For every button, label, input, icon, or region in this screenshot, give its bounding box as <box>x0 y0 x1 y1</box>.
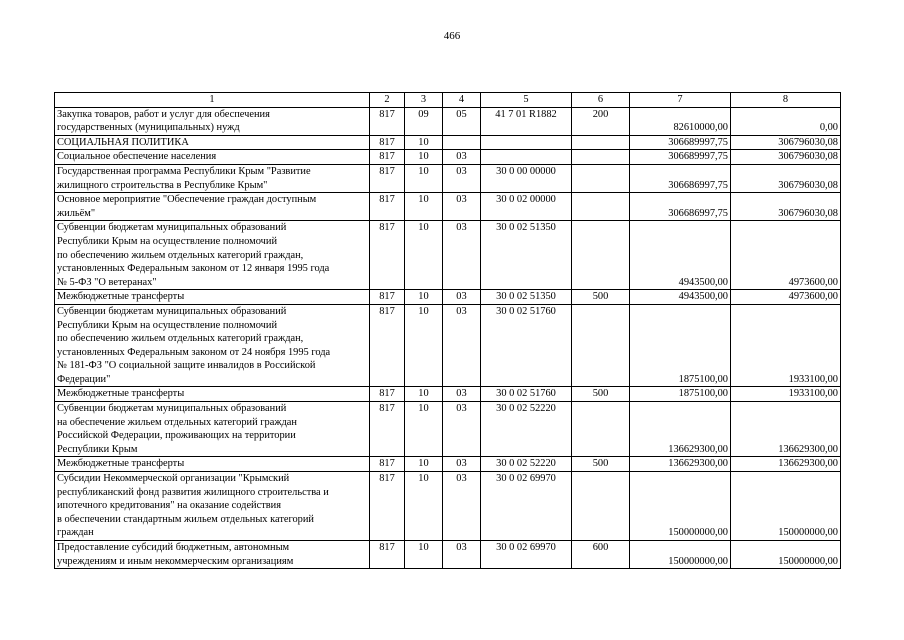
row-name-line: жилищного строительства в Республике Крым" <box>57 179 268 191</box>
target-article-cell: 30 0 02 51760 <box>481 387 572 402</box>
expense-type-cell <box>572 221 630 290</box>
row-name-line: Субвенции бюджетам муниципальных образований <box>57 305 287 317</box>
row-name-line: на обеспечение жильем отдельных категорий граждан <box>57 416 297 428</box>
ministry-code-cell: 817 <box>370 290 405 305</box>
amount-year-1-cell: 150000000,00 <box>630 472 731 541</box>
expense-type-cell <box>572 472 630 541</box>
target-article-cell: 30 0 02 69970 <box>481 472 572 541</box>
header-cell: 8 <box>731 93 841 108</box>
amount-year-1-cell: 1875100,00 <box>630 304 731 387</box>
section-code-cell: 10 <box>405 164 443 192</box>
row-name-line: СОЦИАЛЬНАЯ ПОЛИТИКА <box>57 136 189 148</box>
subsection-code-cell: 03 <box>443 193 481 221</box>
table-row <box>55 304 841 387</box>
amount-year-2-cell: 1933100,00 <box>731 387 841 402</box>
amount-year-1-cell: 82610000,00 <box>630 107 731 135</box>
amount-year-1-cell: 306689997,75 <box>630 135 731 150</box>
row-name-line: № 181-ФЗ "О социальной защите инвалидов в Российской <box>57 360 316 372</box>
row-name-cell <box>55 290 370 305</box>
ministry-code-cell: 817 <box>370 541 405 569</box>
expense-type-cell <box>572 164 630 192</box>
row-name-cell <box>55 472 370 541</box>
amount-year-2-cell: 306796030,08 <box>731 193 841 221</box>
row-name-cell <box>55 221 370 290</box>
row-name-line: ипотечного кредитования" на оказание содействия <box>57 500 282 512</box>
target-article-cell <box>481 150 572 165</box>
section-code-cell: 10 <box>405 402 443 457</box>
subsection-code-cell: 03 <box>443 304 481 387</box>
amount-year-1-cell: 1875100,00 <box>630 387 731 402</box>
expense-type-cell: 500 <box>572 290 630 305</box>
target-article-cell: 41 7 01 R1882 <box>481 107 572 135</box>
expense-type-cell: 500 <box>572 457 630 472</box>
section-code-cell: 10 <box>405 221 443 290</box>
amount-year-1-cell: 306686997,75 <box>630 193 731 221</box>
table-row <box>55 135 841 150</box>
target-article-cell: 30 0 02 52220 <box>481 457 572 472</box>
row-name-line: Российской Федерации, проживающих на территории <box>57 430 296 442</box>
amount-year-1-cell: 306689997,75 <box>630 150 731 165</box>
header-cell: 5 <box>481 93 572 108</box>
header-cell: 3 <box>405 93 443 108</box>
subsection-code-cell <box>443 135 481 150</box>
page-number: 466 <box>443 30 461 42</box>
row-name-cell <box>55 193 370 221</box>
expense-type-cell: 200 <box>572 107 630 135</box>
ministry-code-cell: 817 <box>370 107 405 135</box>
table-row <box>55 457 841 472</box>
target-article-cell: 30 0 02 69970 <box>481 541 572 569</box>
row-name-line: Субвенции бюджетам муниципальных образований <box>57 403 287 415</box>
section-code-cell: 10 <box>405 457 443 472</box>
table-row <box>55 221 841 290</box>
ministry-code-cell: 817 <box>370 193 405 221</box>
amount-year-1-cell: 150000000,00 <box>630 541 731 569</box>
header-cell: 6 <box>572 93 630 108</box>
target-article-cell: 30 0 02 52220 <box>481 402 572 457</box>
row-name-line: Федерации" <box>57 373 111 385</box>
target-article-cell <box>481 135 572 150</box>
row-name-line: Субвенции бюджетам муниципальных образований <box>57 222 287 234</box>
subsection-code-cell: 03 <box>443 472 481 541</box>
header-cell: 4 <box>443 93 481 108</box>
expense-type-cell: 500 <box>572 387 630 402</box>
row-name-line: установленных Федеральным законом от 24 ноября 1995 года <box>57 346 331 358</box>
ministry-code-cell: 817 <box>370 387 405 402</box>
amount-year-2-cell: 136629300,00 <box>731 457 841 472</box>
row-name-line: Межбюджетные трансферты <box>57 388 185 400</box>
row-name-line: Субсидии Некоммерческой организации "Крымский <box>57 473 290 485</box>
row-name-cell <box>55 135 370 150</box>
expense-type-cell <box>572 304 630 387</box>
section-code-cell: 10 <box>405 472 443 541</box>
table-row <box>55 402 841 457</box>
ministry-code-cell: 817 <box>370 457 405 472</box>
table-row <box>55 150 841 165</box>
row-name-line: по обеспечению жильем отдельных категорий граждан, <box>57 249 304 261</box>
amount-year-2-cell: 150000000,00 <box>731 472 841 541</box>
table-row <box>55 541 841 569</box>
target-article-cell: 30 0 02 51350 <box>481 221 572 290</box>
section-code-cell: 10 <box>405 135 443 150</box>
row-name-line: учреждениям и иным некоммерческим организациям <box>57 555 294 567</box>
subsection-code-cell: 03 <box>443 402 481 457</box>
section-code-cell: 10 <box>405 304 443 387</box>
row-name-cell <box>55 107 370 135</box>
row-name-cell <box>55 304 370 387</box>
header-cell: 7 <box>630 93 731 108</box>
amount-year-2-cell: 150000000,00 <box>731 541 841 569</box>
row-name-line: в обеспечении стандартным жильем отдельных категорий <box>57 513 314 525</box>
row-name-line: № 5-ФЗ "О ветеранах" <box>57 276 157 288</box>
ministry-code-cell: 817 <box>370 221 405 290</box>
amount-year-1-cell: 136629300,00 <box>630 402 731 457</box>
amount-year-2-cell: 4973600,00 <box>731 221 841 290</box>
row-name-line: государственных (муниципальных) нужд <box>57 122 240 134</box>
row-name-cell <box>55 164 370 192</box>
ministry-code-cell: 817 <box>370 402 405 457</box>
subsection-code-cell: 03 <box>443 164 481 192</box>
table-row <box>55 290 841 305</box>
table-row <box>55 387 841 402</box>
expense-type-cell <box>572 135 630 150</box>
amount-year-2-cell: 306796030,08 <box>731 164 841 192</box>
expense-type-cell <box>572 193 630 221</box>
row-name-line: Государственная программа Республики Крым "Развитие <box>57 165 311 177</box>
row-name-cell <box>55 150 370 165</box>
table-row <box>55 193 841 221</box>
ministry-code-cell: 817 <box>370 472 405 541</box>
subsection-code-cell: 03 <box>443 290 481 305</box>
amount-year-1-cell: 4943500,00 <box>630 290 731 305</box>
subsection-code-cell: 03 <box>443 387 481 402</box>
row-name-line: Межбюджетные трансферты <box>57 291 185 303</box>
target-article-cell: 30 0 02 51350 <box>481 290 572 305</box>
header-cell: 2 <box>370 93 405 108</box>
target-article-cell: 30 0 00 00000 <box>481 164 572 192</box>
row-name-line: Республики Крым <box>57 443 138 455</box>
table-row <box>55 107 841 135</box>
ministry-code-cell: 817 <box>370 164 405 192</box>
table-row <box>55 472 841 541</box>
amount-year-2-cell: 136629300,00 <box>731 402 841 457</box>
subsection-code-cell: 05 <box>443 107 481 135</box>
row-name-line: Предоставление субсидий бюджетным, автономным <box>57 542 290 553</box>
expense-type-cell: 600 <box>572 541 630 569</box>
target-article-cell: 30 0 02 00000 <box>481 193 572 221</box>
section-code-cell: 09 <box>405 107 443 135</box>
amount-year-1-cell: 4943500,00 <box>630 221 731 290</box>
amount-year-2-cell: 1933100,00 <box>731 304 841 387</box>
section-code-cell: 10 <box>405 290 443 305</box>
row-name-cell <box>55 457 370 472</box>
subsection-code-cell: 03 <box>443 457 481 472</box>
subsection-code-cell: 03 <box>443 541 481 569</box>
amount-year-2-cell: 306796030,08 <box>731 150 841 165</box>
row-name-line: по обеспечению жильем отдельных категорий граждан, <box>57 333 304 345</box>
row-name-line: граждан <box>57 527 94 539</box>
target-article-cell: 30 0 02 51760 <box>481 304 572 387</box>
expense-type-cell <box>572 150 630 165</box>
section-code-cell: 10 <box>405 193 443 221</box>
ministry-code-cell: 817 <box>370 150 405 165</box>
amount-year-2-cell: 306796030,08 <box>731 135 841 150</box>
row-name-line: установленных Федеральным законом от 12 января 1995 года <box>57 263 330 275</box>
row-name-line: Межбюджетные трансферты <box>57 458 185 470</box>
row-name-line: Республики Крым на осуществление полномочий <box>57 235 278 247</box>
row-name-line: жильём" <box>57 207 96 219</box>
row-name-cell <box>55 541 370 569</box>
section-code-cell: 10 <box>405 150 443 165</box>
subsection-code-cell: 03 <box>443 221 481 290</box>
row-name-cell <box>55 402 370 457</box>
header-row <box>55 93 841 108</box>
budget-table <box>54 92 841 569</box>
expense-type-cell <box>572 402 630 457</box>
row-name-cell <box>55 387 370 402</box>
amount-year-2-cell: 4973600,00 <box>731 290 841 305</box>
section-code-cell: 10 <box>405 541 443 569</box>
table-row <box>55 164 841 192</box>
section-code-cell: 10 <box>405 387 443 402</box>
subsection-code-cell: 03 <box>443 150 481 165</box>
row-name-line: Закупка товаров, работ и услуг для обеспечения <box>57 108 270 120</box>
ministry-code-cell: 817 <box>370 135 405 150</box>
row-name-line: республиканский фонд развития жилищного строительства и <box>57 486 329 498</box>
ministry-code-cell: 817 <box>370 304 405 387</box>
row-name-line: Республики Крым на осуществление полномочий <box>57 319 278 331</box>
header-cell: 1 <box>55 93 370 108</box>
amount-year-1-cell: 136629300,00 <box>630 457 731 472</box>
row-name-line: Социальное обеспечение населения <box>57 151 217 163</box>
row-name-line: Основное мероприятие "Обеспечение граждан доступным <box>57 194 317 206</box>
amount-year-1-cell: 306686997,75 <box>630 164 731 192</box>
amount-year-2-cell: 0,00 <box>731 107 841 135</box>
